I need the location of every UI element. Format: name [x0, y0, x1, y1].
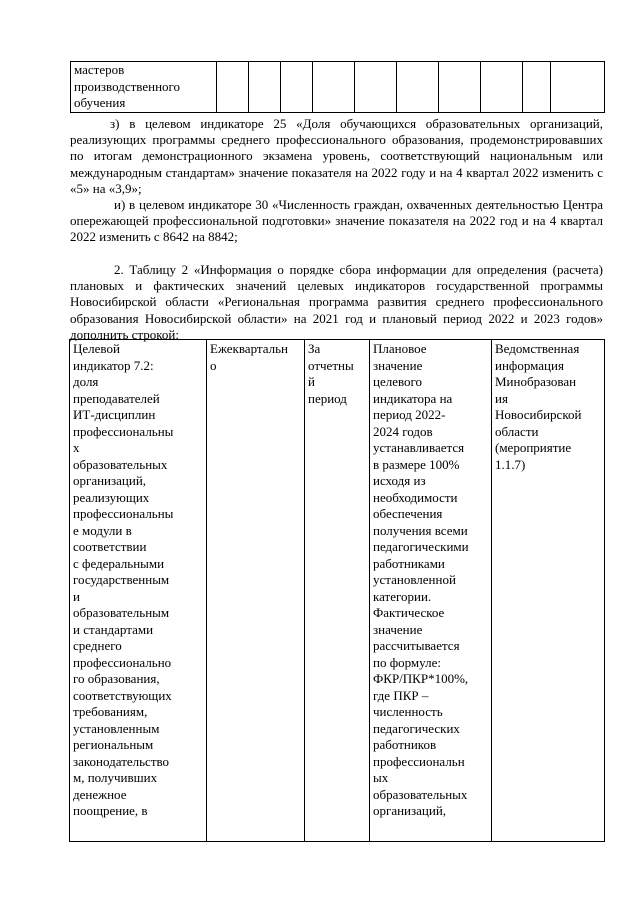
- indicator-text: Целевой индикатор 7.2: доля преподавателей ИТ-дисциплин профессиональны х образовательных организаций, реализующих профессиональны е модули в соответствии с федеральными государственным и образовательным и стандартами среднего профессионально го образования, соответствующих требованиям, установленным региональным законодательство м, получивших денежное поощрение, в: [73, 341, 174, 818]
- method-cell: [370, 340, 492, 842]
- source-cell: [492, 340, 605, 842]
- empty-cell: [355, 62, 397, 113]
- period-cell: [305, 340, 370, 842]
- source-text: Ведомственная информация Минобразован ия Новосибирской области (мероприятие 1.1.7): [495, 341, 582, 472]
- method-text: Плановое значение целевого индикатора на период 2022- 2024 годов устанавливается в размере 100% исходя из необходимости обеспечения получения всеми педагогическими работниками установленной категории. Фактическое значение рассчитывается по формуле: ФКР/ПКР*100%, где ПКР – численность педагогических работников профессиональн ых образовательных организаций,: [373, 341, 469, 818]
- table-row: [71, 62, 605, 113]
- paragraph-i: и) в целевом индикаторе 30 «Численность граждан, охваченных деятельностью Центра опережающей профессиональной подготовки» значение показателя на 2022 год и на 4 квартал 2022 изменить с 8642 на 8842;: [70, 197, 603, 245]
- indicator-table: [69, 339, 605, 842]
- empty-cell: [397, 62, 439, 113]
- period-text: За отчетны й период: [308, 341, 354, 406]
- row-label-cell: мастеров производственного обучения: [71, 62, 217, 113]
- empty-cell: [439, 62, 481, 113]
- periodicity-text: Ежеквартальн о: [210, 341, 288, 373]
- empty-cell: [249, 62, 281, 113]
- paragraph-table-2: 2. Таблицу 2 «Информация о порядке сбора информации для определения (расчета) плановых и фактических значений целевых индикаторов государственной программы Новосибирской области «Региональная программа развития среднего профессионального образования Новосибирской области» на 2021 год и плановый период 2022 и 2023 годов» дополнить строкой:: [70, 262, 603, 342]
- periodicity-cell: [207, 340, 305, 842]
- empty-cell: [313, 62, 355, 113]
- top-table-fragment: [70, 61, 605, 113]
- empty-cell: [281, 62, 313, 113]
- empty-cell: [523, 62, 551, 113]
- empty-cell: [481, 62, 523, 113]
- paragraph-z: з) в целевом индикаторе 25 «Доля обучающихся образовательных организаций, реализующих программы среднего профессионального образования, продемонстрировавших по итогам демонстрационного экзамена уровень, соответствующий национальным или международным стандартам» значение показателя на 2022 году и на 4 квартал 2022 изменить с «5» на «3,9»;: [70, 116, 603, 196]
- empty-cell: [217, 62, 249, 113]
- indicator-cell: [70, 340, 207, 842]
- empty-cell: [551, 62, 605, 113]
- table-row: [70, 340, 605, 842]
